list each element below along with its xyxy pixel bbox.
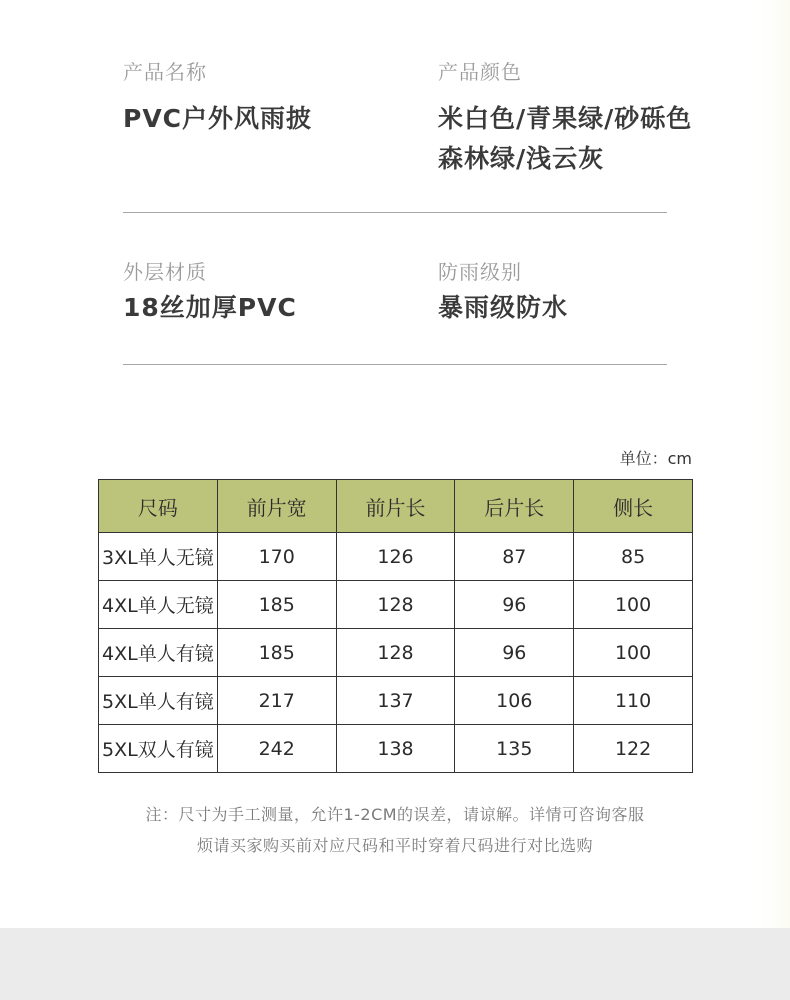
- table-row: [99, 533, 693, 581]
- table-cell: 96: [455, 581, 574, 629]
- material-value: 18丝加厚PVC: [123, 293, 297, 322]
- product-name-label: 产品名称: [123, 60, 207, 84]
- table-cell: 85: [574, 533, 693, 581]
- table-row: [99, 725, 693, 773]
- table-cell: 217: [217, 677, 336, 725]
- table-cell: 185: [217, 581, 336, 629]
- header-front-length: 前片长: [336, 480, 455, 533]
- size-table-header-row: [99, 480, 693, 533]
- note-line-1: 注：尺寸为手工测量，允许1-2CM的误差，请谅解。详情可咨询客服: [145, 805, 645, 824]
- table-cell: 87: [455, 533, 574, 581]
- rain-level-value: 暴雨级防水: [438, 293, 569, 322]
- table-cell: 106: [455, 677, 574, 725]
- divider-bottom: [123, 364, 667, 365]
- table-cell: 135: [455, 725, 574, 773]
- table-cell: 100: [574, 629, 693, 677]
- rain-level-label: 防雨级别: [438, 260, 522, 284]
- table-cell: 137: [336, 677, 455, 725]
- divider-top: [123, 212, 667, 213]
- table-cell: 185: [217, 629, 336, 677]
- table-cell: 170: [217, 533, 336, 581]
- side-tint: [760, 0, 790, 928]
- table-cell: 110: [574, 677, 693, 725]
- table-cell-size: 5XL单人有镜: [99, 677, 218, 725]
- product-color-line2: 森林绿/浅云灰: [438, 144, 605, 173]
- table-cell: 128: [336, 629, 455, 677]
- header-size: 尺码: [99, 480, 218, 533]
- table-row: [99, 677, 693, 725]
- table-cell: 128: [336, 581, 455, 629]
- table-row: [99, 629, 693, 677]
- table-cell: 242: [217, 725, 336, 773]
- table-cell: 100: [574, 581, 693, 629]
- table-cell-size: 4XL单人有镜: [99, 629, 218, 677]
- size-table: [98, 479, 693, 773]
- table-cell-size: 5XL双人有镜: [99, 725, 218, 773]
- header-front-width: 前片宽: [217, 480, 336, 533]
- product-color-line1: 米白色/青果绿/砂砾色: [438, 104, 693, 133]
- header-side-length: 侧长: [574, 480, 693, 533]
- table-cell-size: 3XL单人无镜: [99, 533, 218, 581]
- table-cell: 122: [574, 725, 693, 773]
- unit-label: 单位：cm: [619, 449, 692, 468]
- material-label: 外层材质: [123, 260, 207, 284]
- table-cell-size: 4XL单人无镜: [99, 581, 218, 629]
- note-line-2: 烦请买家购买前对应尺码和平时穿着尺码进行对比选购: [196, 836, 593, 855]
- table-row: [99, 581, 693, 629]
- product-name-value: PVC户外风雨披: [123, 104, 313, 133]
- table-cell: 126: [336, 533, 455, 581]
- product-color-label: 产品颜色: [438, 60, 522, 84]
- table-cell: 96: [455, 629, 574, 677]
- header-back-length: 后片长: [455, 480, 574, 533]
- footer-band: [0, 928, 790, 1000]
- table-cell: 138: [336, 725, 455, 773]
